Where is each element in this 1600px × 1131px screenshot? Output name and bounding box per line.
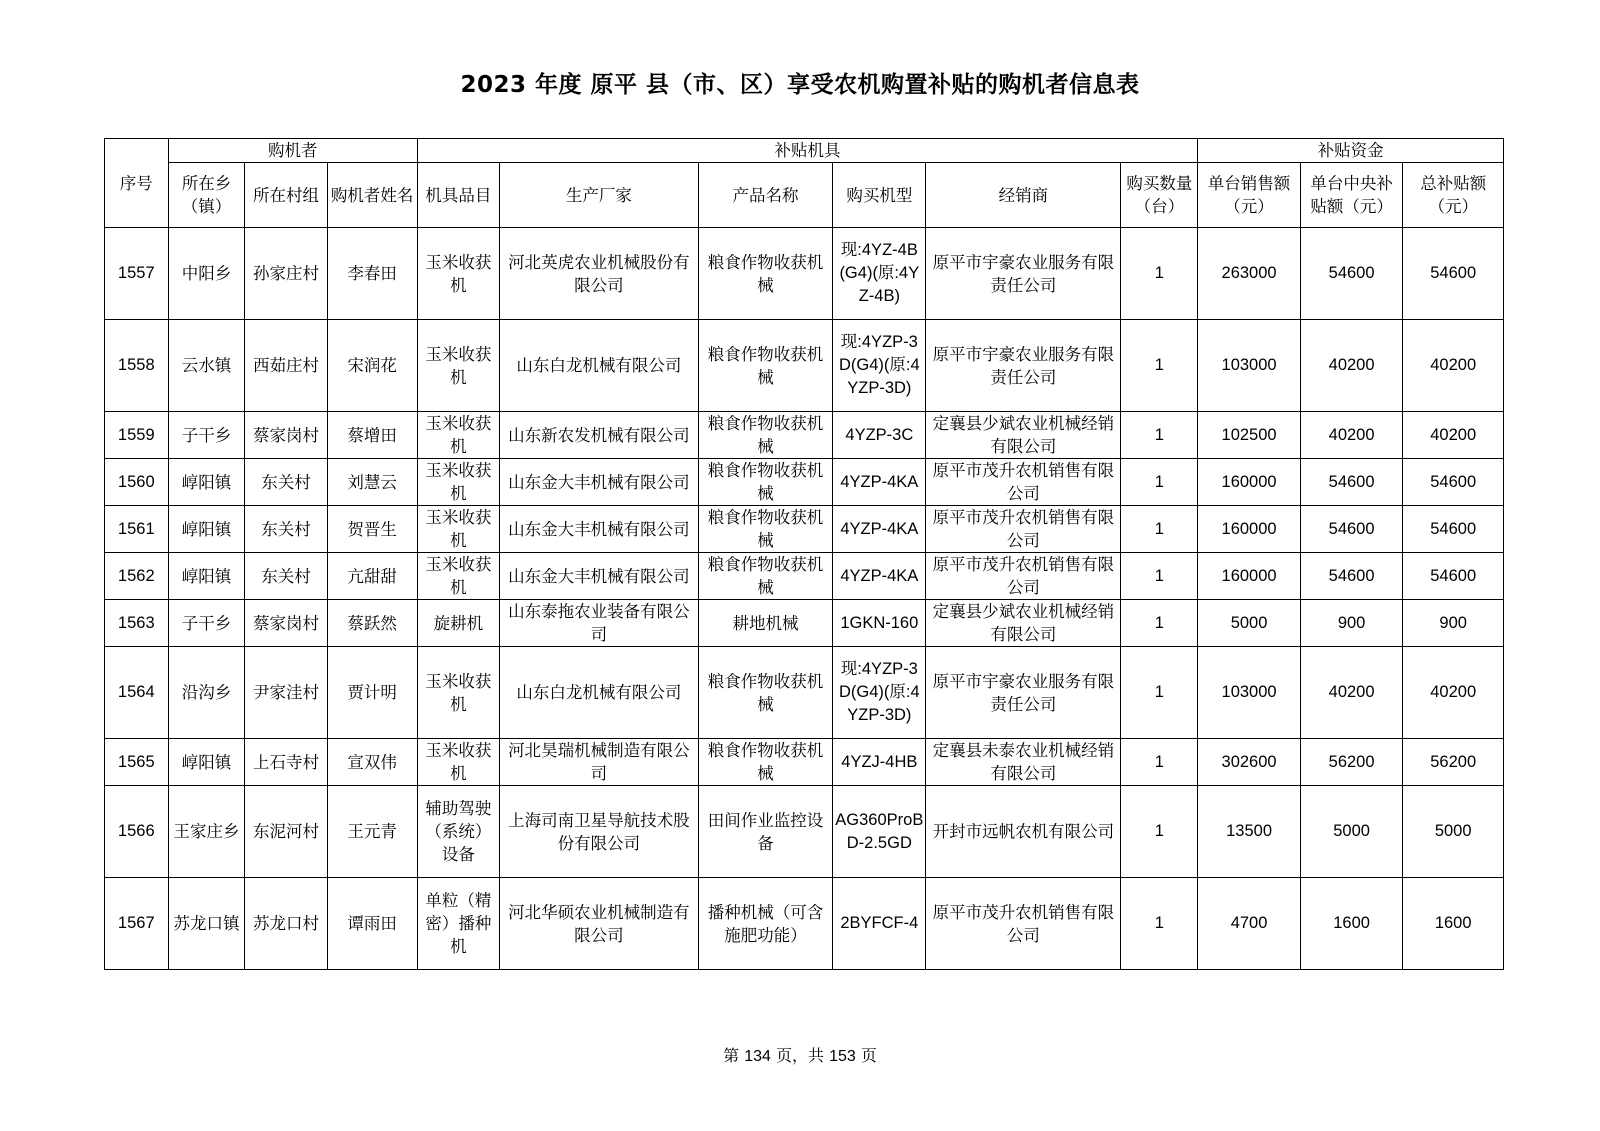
table-row: [105, 228, 1504, 320]
cell-maker: 河北华硕农业机械制造有限公司: [499, 878, 698, 970]
cell-dealer: 定襄县少斌农业机械经销有限公司: [926, 412, 1121, 459]
cell-no: 1564: [105, 647, 169, 739]
cell-name: 蔡跃然: [327, 600, 417, 647]
cell-maker: 上海司南卫星导航技术股份有限公司: [499, 786, 698, 878]
cell-village: 东关村: [245, 506, 327, 553]
cell-no: 1563: [105, 600, 169, 647]
cell-town: 中阳乡: [168, 228, 245, 320]
cell-model: 4YZP-4KA: [833, 506, 926, 553]
cell-price: 4700: [1198, 878, 1301, 970]
cell-no: 1565: [105, 739, 169, 786]
footer-suffix: 页: [855, 1046, 877, 1065]
footer-middle: 页，共: [770, 1046, 830, 1065]
cell-name: 亢甜甜: [327, 553, 417, 600]
cell-qty: 1: [1121, 786, 1198, 878]
col-header-town: 所在乡（镇）: [168, 163, 245, 228]
cell-no: 1566: [105, 786, 169, 878]
page-footer: [0, 1043, 1600, 1066]
cell-qty: 1: [1121, 647, 1198, 739]
cell-product: 粮食作物收获机械: [698, 553, 832, 600]
cell-product: 粮食作物收获机械: [698, 506, 832, 553]
cell-price: 263000: [1198, 228, 1301, 320]
cell-no: 1558: [105, 320, 169, 412]
col-header-central: 单台中央补贴额（元）: [1300, 163, 1403, 228]
col-header-dealer: 经销商: [926, 163, 1121, 228]
page-title: 2023 年度 原平 县（市、区）享受农机购置补贴的购机者信息表: [460, 72, 1140, 98]
cell-price: 102500: [1198, 412, 1301, 459]
cell-price: 5000: [1198, 600, 1301, 647]
cell-qty: 1: [1121, 600, 1198, 647]
cell-town: 子干乡: [168, 412, 245, 459]
cell-qty: 1: [1121, 739, 1198, 786]
table-body: [105, 139, 1504, 970]
cell-name: 刘慧云: [327, 459, 417, 506]
cell-central: 54600: [1300, 228, 1403, 320]
cell-no: 1562: [105, 553, 169, 600]
cell-qty: 1: [1121, 412, 1198, 459]
table-row: [105, 647, 1504, 739]
cell-product: 播种机械（可含施肥功能）: [698, 878, 832, 970]
cell-name: 谭雨田: [327, 878, 417, 970]
table-row: [105, 412, 1504, 459]
cell-maker: 河北昊瑞机械制造有限公司: [499, 739, 698, 786]
cell-central: 900: [1300, 600, 1403, 647]
group-header-funds: 补贴资金: [1198, 139, 1504, 163]
cell-qty: 1: [1121, 320, 1198, 412]
col-header-category: 机具品目: [417, 163, 499, 228]
cell-category: 单粒（精密）播种机: [417, 878, 499, 970]
group-header-machine: 补贴机具: [417, 139, 1197, 163]
cell-central: 40200: [1300, 412, 1403, 459]
cell-total: 5000: [1403, 786, 1504, 878]
cell-name: 蔡增田: [327, 412, 417, 459]
cell-no: 1559: [105, 412, 169, 459]
cell-qty: 1: [1121, 506, 1198, 553]
cell-model: 1GKN-160: [833, 600, 926, 647]
cell-dealer: 原平市茂升农机销售有限公司: [926, 553, 1121, 600]
cell-product: 粮食作物收获机械: [698, 412, 832, 459]
cell-village: 苏龙口村: [245, 878, 327, 970]
col-header-qty: 购买数量（台）: [1121, 163, 1198, 228]
cell-price: 160000: [1198, 506, 1301, 553]
cell-no: 1561: [105, 506, 169, 553]
cell-product: 粮食作物收获机械: [698, 739, 832, 786]
cell-village: 东关村: [245, 459, 327, 506]
cell-village: 孙家庄村: [245, 228, 327, 320]
cell-town: 崞阳镇: [168, 459, 245, 506]
cell-maker: 山东金大丰机械有限公司: [499, 459, 698, 506]
cell-name: 宋润花: [327, 320, 417, 412]
cell-qty: 1: [1121, 228, 1198, 320]
cell-village: 上石寺村: [245, 739, 327, 786]
cell-town: 王家庄乡: [168, 786, 245, 878]
cell-total: 40200: [1403, 320, 1504, 412]
cell-model: 2BYFCF-4: [833, 878, 926, 970]
cell-model: 4YZJ-4HB: [833, 739, 926, 786]
cell-qty: 1: [1121, 459, 1198, 506]
cell-price: 13500: [1198, 786, 1301, 878]
cell-total: 1600: [1403, 878, 1504, 970]
cell-maker: 山东白龙机械有限公司: [499, 320, 698, 412]
page-number: 134: [744, 1048, 771, 1065]
cell-no: 1567: [105, 878, 169, 970]
cell-category: 玉米收获机: [417, 647, 499, 739]
cell-model: 4YZP-4KA: [833, 553, 926, 600]
cell-dealer: 定襄县未泰农业机械经销有限公司: [926, 739, 1121, 786]
cell-price: 103000: [1198, 647, 1301, 739]
cell-model: 现:4YZ-4B(G4)(原:4YZ-4B): [833, 228, 926, 320]
cell-town: 崞阳镇: [168, 506, 245, 553]
cell-total: 56200: [1403, 739, 1504, 786]
cell-model: 4YZP-4KA: [833, 459, 926, 506]
cell-town: 沿沟乡: [168, 647, 245, 739]
table-row: [105, 600, 1504, 647]
cell-dealer: 原平市宇豪农业服务有限责任公司: [926, 647, 1121, 739]
cell-model: AG360ProBD-2.5GD: [833, 786, 926, 878]
cell-product: 粮食作物收获机械: [698, 228, 832, 320]
cell-model: 4YZP-3C: [833, 412, 926, 459]
cell-total: 54600: [1403, 228, 1504, 320]
cell-product: 田间作业监控设备: [698, 786, 832, 878]
cell-village: 西茹庄村: [245, 320, 327, 412]
cell-town: 崞阳镇: [168, 553, 245, 600]
cell-category: 玉米收获机: [417, 506, 499, 553]
cell-dealer: 定襄县少斌农业机械经销有限公司: [926, 600, 1121, 647]
cell-category: 玉米收获机: [417, 553, 499, 600]
cell-central: 40200: [1300, 647, 1403, 739]
cell-village: 蔡家岗村: [245, 412, 327, 459]
page-count: 153: [829, 1048, 856, 1065]
footer-prefix: 第: [723, 1046, 745, 1065]
cell-product: 粮食作物收获机械: [698, 320, 832, 412]
cell-central: 54600: [1300, 553, 1403, 600]
col-header-model: 购买机型: [833, 163, 926, 228]
cell-product: 粮食作物收获机械: [698, 459, 832, 506]
header-group-row: [105, 139, 1504, 163]
col-header-product: 产品名称: [698, 163, 832, 228]
cell-price: 103000: [1198, 320, 1301, 412]
cell-dealer: 原平市宇豪农业服务有限责任公司: [926, 320, 1121, 412]
cell-town: 崞阳镇: [168, 739, 245, 786]
cell-category: 玉米收获机: [417, 320, 499, 412]
cell-name: 王元青: [327, 786, 417, 878]
cell-category: 玉米收获机: [417, 739, 499, 786]
cell-name: 宣双伟: [327, 739, 417, 786]
cell-central: 40200: [1300, 320, 1403, 412]
cell-total: 900: [1403, 600, 1504, 647]
cell-town: 子干乡: [168, 600, 245, 647]
cell-dealer: 原平市茂升农机销售有限公司: [926, 506, 1121, 553]
cell-category: 玉米收获机: [417, 459, 499, 506]
cell-qty: 1: [1121, 878, 1198, 970]
cell-central: 54600: [1300, 459, 1403, 506]
cell-town: 苏龙口镇: [168, 878, 245, 970]
cell-category: 旋耕机: [417, 600, 499, 647]
cell-total: 54600: [1403, 506, 1504, 553]
cell-name: 贾计明: [327, 647, 417, 739]
cell-village: 东关村: [245, 553, 327, 600]
cell-village: 东泥河村: [245, 786, 327, 878]
cell-central: 5000: [1300, 786, 1403, 878]
cell-central: 1600: [1300, 878, 1403, 970]
cell-dealer: 原平市茂升农机销售有限公司: [926, 878, 1121, 970]
cell-no: 1560: [105, 459, 169, 506]
cell-category: 辅助驾驶（系统）设备: [417, 786, 499, 878]
cell-central: 54600: [1300, 506, 1403, 553]
table-row: [105, 786, 1504, 878]
table-row: [105, 878, 1504, 970]
col-header-village: 所在村组: [245, 163, 327, 228]
cell-total: 54600: [1403, 553, 1504, 600]
cell-category: 玉米收获机: [417, 412, 499, 459]
col-header-maker: 生产厂家: [499, 163, 698, 228]
header-row: [105, 163, 1504, 228]
table-row: [105, 459, 1504, 506]
cell-total: 40200: [1403, 412, 1504, 459]
cell-dealer: 原平市宇豪农业服务有限责任公司: [926, 228, 1121, 320]
cell-price: 302600: [1198, 739, 1301, 786]
cell-maker: 河北英虎农业机械股份有限公司: [499, 228, 698, 320]
table-row: [105, 506, 1504, 553]
table-row: [105, 553, 1504, 600]
cell-maker: 山东泰拖农业装备有限公司: [499, 600, 698, 647]
subsidy-table: [104, 138, 1504, 970]
cell-product: 耕地机械: [698, 600, 832, 647]
cell-name: 贺晋生: [327, 506, 417, 553]
cell-total: 54600: [1403, 459, 1504, 506]
cell-category: 玉米收获机: [417, 228, 499, 320]
cell-model: 现:4YZP-3D(G4)(原:4YZP-3D): [833, 647, 926, 739]
cell-central: 56200: [1300, 739, 1403, 786]
group-header-buyer: 购机者: [168, 139, 417, 163]
col-header-no: 序号: [105, 139, 169, 228]
cell-no: 1557: [105, 228, 169, 320]
cell-model: 现:4YZP-3D(G4)(原:4YZP-3D): [833, 320, 926, 412]
col-header-name: 购机者姓名: [327, 163, 417, 228]
cell-price: 160000: [1198, 459, 1301, 506]
cell-town: 云水镇: [168, 320, 245, 412]
cell-name: 李春田: [327, 228, 417, 320]
cell-product: 粮食作物收获机械: [698, 647, 832, 739]
cell-village: 蔡家岗村: [245, 600, 327, 647]
table-row: [105, 320, 1504, 412]
cell-price: 160000: [1198, 553, 1301, 600]
cell-total: 40200: [1403, 647, 1504, 739]
col-header-price: 单台销售额（元）: [1198, 163, 1301, 228]
table-row: [105, 739, 1504, 786]
cell-maker: 山东金大丰机械有限公司: [499, 553, 698, 600]
cell-maker: 山东新农发机械有限公司: [499, 412, 698, 459]
cell-dealer: 原平市茂升农机销售有限公司: [926, 459, 1121, 506]
cell-dealer: 开封市远帆农机有限公司: [926, 786, 1121, 878]
cell-qty: 1: [1121, 553, 1198, 600]
cell-maker: 山东金大丰机械有限公司: [499, 506, 698, 553]
cell-maker: 山东白龙机械有限公司: [499, 647, 698, 739]
col-header-total: 总补贴额（元）: [1403, 163, 1504, 228]
cell-village: 尹家洼村: [245, 647, 327, 739]
